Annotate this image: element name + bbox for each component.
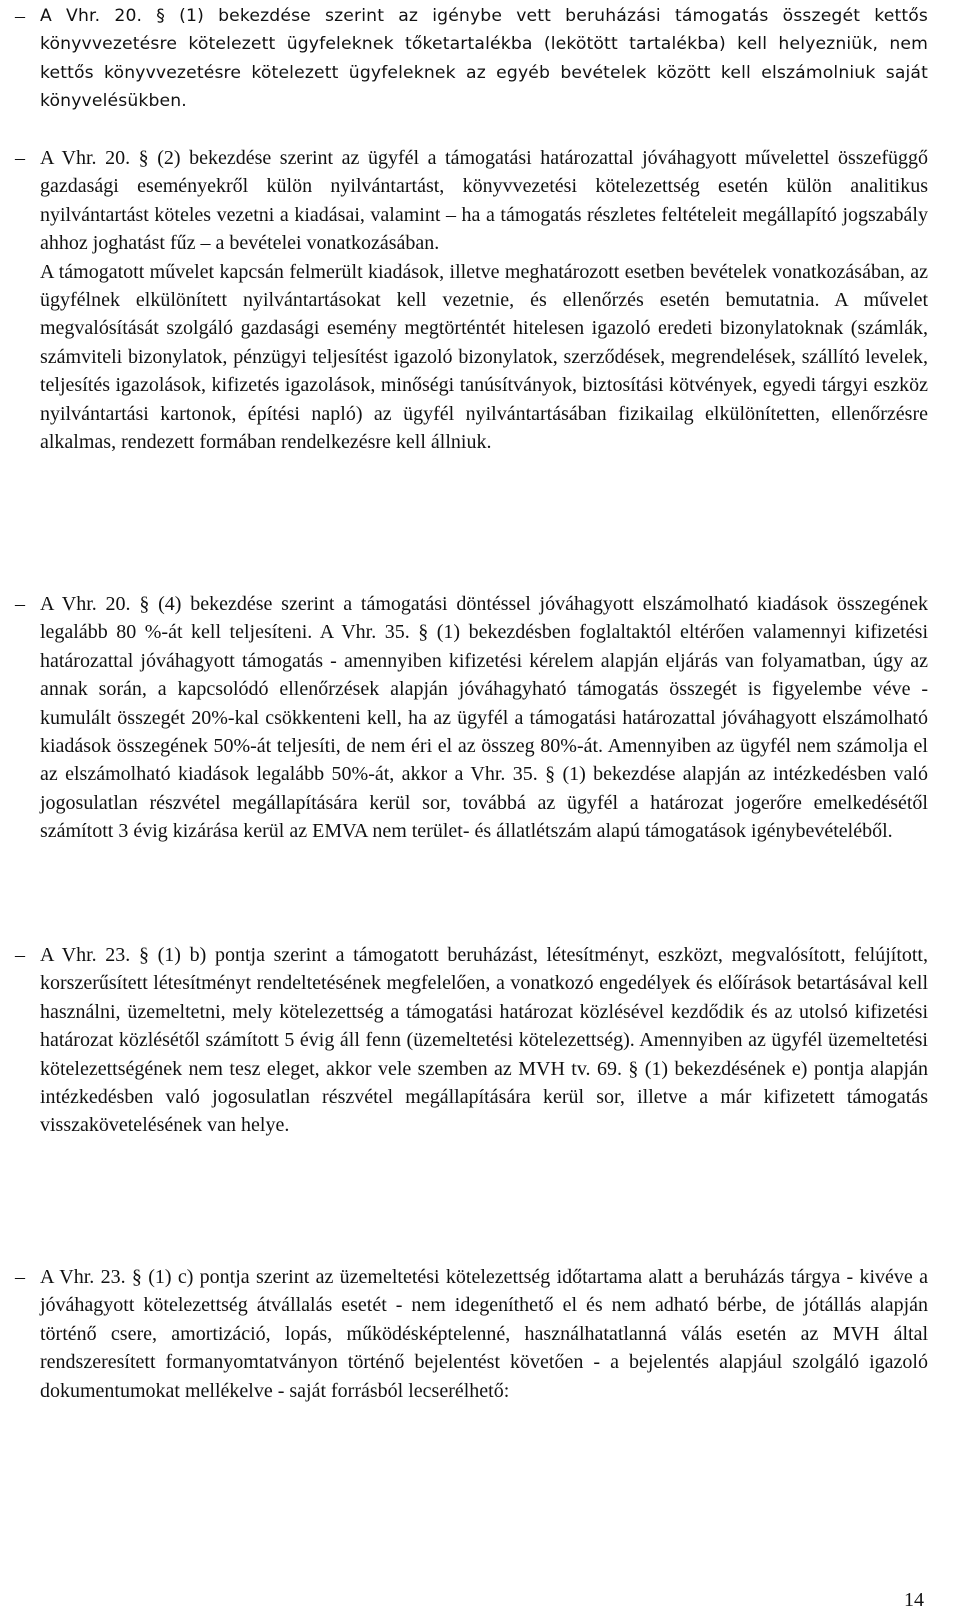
paragraph-block bbox=[40, 1263, 928, 1405]
dash-bullet: – bbox=[15, 944, 25, 966]
paragraph: A Vhr. 20. § (2) bekezdése szerint az ügyfél a támogatási határozattal jóváhagyott művelettel összefüggő gazdasági eseményekről külön nyilvántartást, könyvvezetési kötelezettség esetén külön analitikus nyilvántartást köteles vezetni a kiadásai, valamint – ha a támogatás részletes feltételeit megállapító jogszabály ahhoz joghatást fűz – a bevételei vonatkozásában. bbox=[40, 147, 928, 255]
paragraph-block bbox=[40, 144, 928, 456]
paragraph-block bbox=[40, 590, 928, 846]
paragraph-block bbox=[40, 2, 928, 116]
dash-bullet: – bbox=[15, 5, 25, 27]
paragraph: A támogatott művelet kapcsán felmerült kiadások, illetve meghatározott esetben bevételek vonatkozásában, az ügyfélnek elkülönített nyilvántartásokat kell vezetnie, és ellenőrzés esetén bemutatnia. A művelet megvalósítását szolgáló gazdasági esemény megtörténtét hitelesen igazoló eredeti bizonylatoknak (számlák, számviteli bizonylatok, pénzügyi teljesítést igazoló bizonylatok, szerződések, megrendelések, szállító levelek, teljesítés igazolások, kifizetés igazolások, minőségi tanúsítványok, biztosítási kötvények, egyedi tárgyi eszköz nyilvántartási kartonok, építési napló) az ügyfél nyilvántartásában fizikailag elkülönítetten, ellenőrzésre alkalmas, rendezett formában rendelkezésre kell állniuk. bbox=[40, 260, 928, 454]
page-number: 14 bbox=[904, 1589, 924, 1611]
paragraph: A Vhr. 23. § (1) c) pontja szerint az üzemeltetési kötelezettség időtartama alatt a beruházás tárgya - kivéve a jóváhagyott kötelezettség átvállalás esetét - nem idegeníthető el és nem adható bérbe, de jótállás alapján történő csere, amortizáció, lopás, működésképtelenné, használhatatlanná válás esetén az MVH által rendszeresített formanyomtatványon történő bejelentést követően - a bejelentés alapjául szolgáló igazoló dokumentumokat mellékelve - saját forrásból lecserélhető: bbox=[40, 1266, 928, 1402]
paragraph: A Vhr. 23. § (1) b) pontja szerint a támogatott beruházást, létesítményt, eszközt, megvalósított, felújított, korszerűsített létesítményt rendeltetésének megfelelően, a vonatkozó engedélyek és előírások betartásával kell használni, üzemeltetni, mely kötelezettség a támogatási határozat közlésével kezdődik és az utolsó kifizetési határozat közlésétől számított 5 évig áll fenn (üzemeltetési kötelezettség). Amennyiben az ügyfél üzemeltetési kötelezettségének nem tesz eleget, akkor vele szemben az MVH tv. 69. § (1) bekezdésének e) pontja alapján intézkedésben való jogosulatlan részvétel megállapítására kerül sor, illetve a már kifizetett támogatás visszakövetelésének van helye. bbox=[40, 944, 928, 1137]
dash-bullet: – bbox=[15, 147, 25, 169]
dash-bullet: – bbox=[15, 593, 25, 615]
paragraph: A Vhr. 20. § (1) bekezdése szerint az igénybe vett beruházási támogatás összegét kettős könyvvezetésre kötelezett ügyfeleknek tőketartalékba (lekötött tartalékba) kell helyezniük, nem kettős könyvvezetésre kötelezett ügyfeleknek az egyéb bevételek között kell elszámolniuk saját könyvelésükben. bbox=[40, 6, 928, 112]
dash-bullet: – bbox=[15, 1266, 25, 1288]
paragraph-block bbox=[40, 941, 928, 1140]
paragraph: A Vhr. 20. § (4) bekezdése szerint a támogatási döntéssel jóváhagyott elszámolható kiadások összegének legalább 80 %-át kell teljesíteni. A Vhr. 35. § (1) bekezdésben foglaltaktól eltérően valamennyi kifizetési határozattal jóváhagyott támogatás - amennyiben kifizetési kérelem alapján eljárás van folyamatban, úgy az annak során, a kapcsolódó ellenőrzések alapján jóváhagyható támogatás összegét is figyelembe véve - kumulált összegét 20%-kal csökkenteni kell, ha az ügyfél a támogatási határozattal jóváhagyott elszámolható kiadások összegének 50%-át teljesíti, de nem éri el az összeg 80%-át. Amennyiben az ügyfél nem számolja el az elszámolható kiadások legalább 50%-át, akkor a Vhr. 35. § (1) bekezdése alapján az intézkedésben való jogosulatlan részvétel megállapítására kerül sor, továbbá az ügyfél a határozat jogerőre emelkedésétől számított 3 évig kizárása kerül az EMVA nem terület- és állatlétszám alapú támogatások igénybevételéből. bbox=[40, 593, 928, 843]
